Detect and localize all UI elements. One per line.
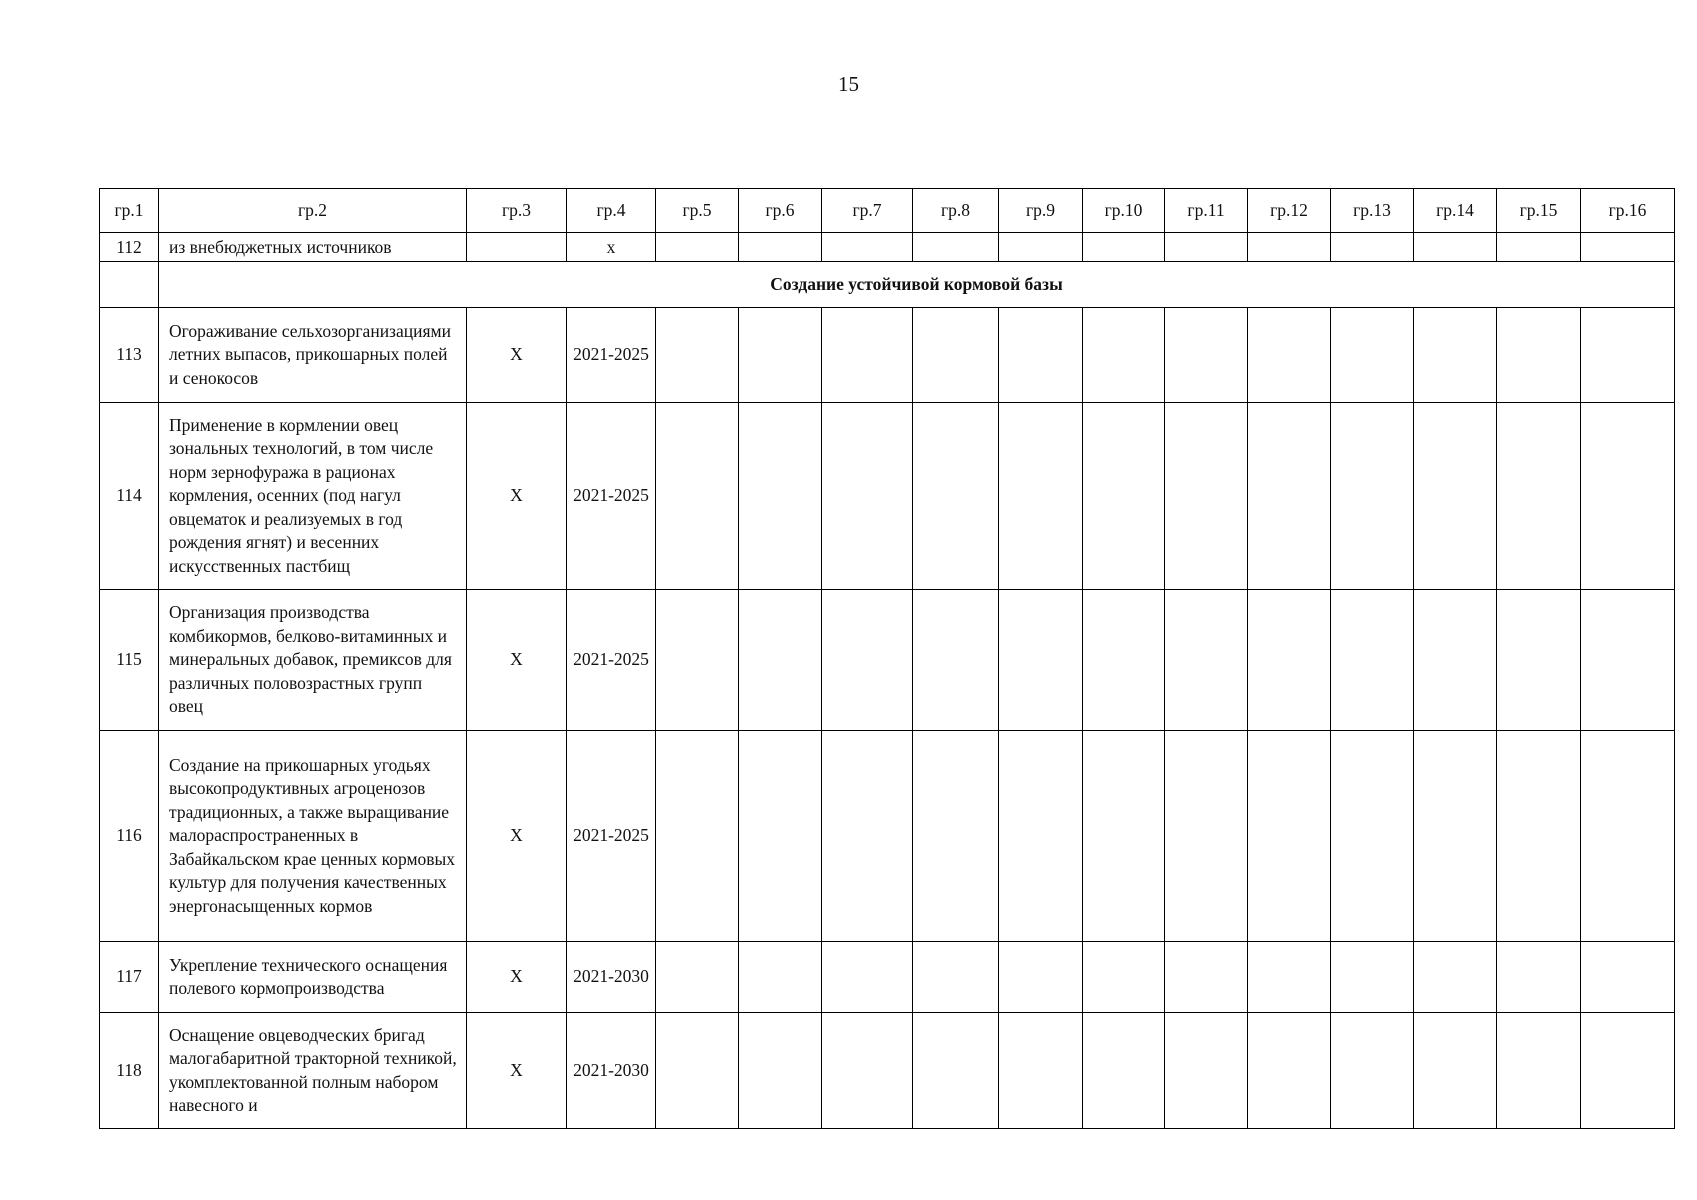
empty-cell — [1083, 308, 1165, 403]
row-col4: 2021-2030 — [567, 1013, 656, 1129]
empty-cell — [1414, 403, 1497, 590]
column-header: гр.16 — [1581, 189, 1675, 233]
empty-cell — [100, 262, 159, 308]
empty-cell — [913, 590, 999, 731]
row-description: Применение в кормлении овец зональных технологий, в том числе норм зернофуража в рационах кормления, осенних (под нагул овцематок и реализуемых в год рождения ягнят) и весенних искусственных пастбищ — [159, 403, 467, 590]
empty-cell — [1165, 403, 1248, 590]
column-header: гр.11 — [1165, 189, 1248, 233]
empty-cell — [1581, 308, 1675, 403]
empty-cell — [656, 233, 739, 262]
empty-cell — [913, 942, 999, 1013]
column-header: гр.10 — [1083, 189, 1165, 233]
table-row — [100, 403, 1675, 590]
empty-cell — [1414, 731, 1497, 942]
empty-cell — [1581, 942, 1675, 1013]
column-header: гр.8 — [913, 189, 999, 233]
empty-cell — [999, 308, 1083, 403]
empty-cell — [1497, 590, 1581, 731]
empty-cell — [1497, 308, 1581, 403]
empty-cell — [1083, 942, 1165, 1013]
section-title: Создание устойчивой кормовой базы — [159, 262, 1675, 308]
empty-cell — [1165, 308, 1248, 403]
empty-cell — [1165, 731, 1248, 942]
empty-cell — [822, 590, 913, 731]
empty-cell — [1248, 403, 1331, 590]
empty-cell — [1248, 590, 1331, 731]
empty-cell — [739, 942, 822, 1013]
row-number: 116 — [100, 731, 159, 942]
row-description: Создание на прикошарных угодьях высокопродуктивных агроценозов традиционных, а также выращивание малораспространенных в Забайкальском крае ценных кормовых культур для получения качественных энергонасыщенных кормов — [159, 731, 467, 942]
column-header: гр.4 — [567, 189, 656, 233]
row-description: Огораживание сельхозорганизациями летних выпасов, прикошарных полей и сенокосов — [159, 308, 467, 403]
empty-cell — [822, 233, 913, 262]
empty-cell — [913, 1013, 999, 1129]
empty-cell — [739, 590, 822, 731]
column-header: гр.15 — [1497, 189, 1581, 233]
empty-cell — [913, 308, 999, 403]
empty-cell — [1497, 942, 1581, 1013]
empty-cell — [1248, 1013, 1331, 1129]
empty-cell — [1414, 308, 1497, 403]
empty-cell — [1414, 942, 1497, 1013]
empty-cell — [739, 731, 822, 942]
row-col3: X — [467, 308, 567, 403]
empty-cell — [1248, 308, 1331, 403]
empty-cell — [1581, 731, 1675, 942]
row-number: 112 — [100, 233, 159, 262]
column-header: гр.12 — [1248, 189, 1331, 233]
empty-cell — [656, 1013, 739, 1129]
empty-cell — [1331, 403, 1414, 590]
column-header: гр.13 — [1331, 189, 1414, 233]
empty-cell — [999, 403, 1083, 590]
empty-cell — [1083, 590, 1165, 731]
row-col4: 2021-2030 — [567, 942, 656, 1013]
row-col3: X — [467, 590, 567, 731]
row-col3: X — [467, 731, 567, 942]
empty-cell — [1248, 942, 1331, 1013]
empty-cell — [1581, 590, 1675, 731]
column-header: гр.7 — [822, 189, 913, 233]
program-table — [99, 188, 1675, 1129]
empty-cell — [1165, 233, 1248, 262]
empty-cell — [822, 403, 913, 590]
empty-cell — [1581, 403, 1675, 590]
empty-cell — [1083, 233, 1165, 262]
column-header: гр.1 — [100, 189, 159, 233]
empty-cell — [1083, 403, 1165, 590]
empty-cell — [1083, 1013, 1165, 1129]
empty-cell — [999, 233, 1083, 262]
empty-cell — [1165, 590, 1248, 731]
row-col3: X — [467, 1013, 567, 1129]
row-col4: x — [567, 233, 656, 262]
table-row — [100, 942, 1675, 1013]
empty-cell — [1331, 590, 1414, 731]
empty-cell — [1331, 233, 1414, 262]
empty-cell — [1414, 233, 1497, 262]
empty-cell — [656, 942, 739, 1013]
table-row — [100, 731, 1675, 942]
empty-cell — [1497, 233, 1581, 262]
empty-cell — [913, 731, 999, 942]
column-header: гр.5 — [656, 189, 739, 233]
row-col3 — [467, 233, 567, 262]
empty-cell — [1497, 731, 1581, 942]
empty-cell — [1083, 731, 1165, 942]
empty-cell — [1497, 403, 1581, 590]
empty-cell — [656, 308, 739, 403]
empty-cell — [739, 403, 822, 590]
column-header: гр.3 — [467, 189, 567, 233]
page-number: 15 — [838, 72, 859, 96]
row-number: 114 — [100, 403, 159, 590]
empty-cell — [1165, 1013, 1248, 1129]
table-row — [100, 590, 1675, 731]
row-number: 118 — [100, 1013, 159, 1129]
empty-cell — [656, 403, 739, 590]
empty-cell — [1331, 731, 1414, 942]
empty-cell — [999, 731, 1083, 942]
empty-cell — [1414, 1013, 1497, 1129]
column-header: гр.2 — [159, 189, 467, 233]
empty-cell — [1248, 233, 1331, 262]
empty-cell — [656, 731, 739, 942]
column-header: гр.9 — [999, 189, 1083, 233]
row-number: 117 — [100, 942, 159, 1013]
empty-cell — [739, 1013, 822, 1129]
row-col4: 2021-2025 — [567, 403, 656, 590]
empty-cell — [822, 942, 913, 1013]
empty-cell — [913, 403, 999, 590]
table-row — [100, 233, 1675, 262]
empty-cell — [739, 308, 822, 403]
column-header: гр.14 — [1414, 189, 1497, 233]
row-description: Организация производства комбикормов, белково-витаминных и минеральных добавок, премиксов для различных половозрастных групп овец — [159, 590, 467, 731]
row-col4: 2021-2025 — [567, 731, 656, 942]
empty-cell — [822, 1013, 913, 1129]
column-header: гр.6 — [739, 189, 822, 233]
row-col4: 2021-2025 — [567, 590, 656, 731]
empty-cell — [822, 308, 913, 403]
empty-cell — [999, 590, 1083, 731]
empty-cell — [739, 233, 822, 262]
table-row — [100, 1013, 1675, 1129]
table-row — [100, 308, 1675, 403]
empty-cell — [1414, 590, 1497, 731]
empty-cell — [1581, 1013, 1675, 1129]
empty-cell — [913, 233, 999, 262]
table-header-row — [100, 189, 1675, 233]
empty-cell — [1581, 233, 1675, 262]
row-col3: X — [467, 942, 567, 1013]
empty-cell — [656, 590, 739, 731]
row-number: 115 — [100, 590, 159, 731]
empty-cell — [1248, 731, 1331, 942]
row-col4: 2021-2025 — [567, 308, 656, 403]
empty-cell — [1497, 1013, 1581, 1129]
row-col3: X — [467, 403, 567, 590]
row-description: из внебюджетных источников — [159, 233, 467, 262]
empty-cell — [1331, 942, 1414, 1013]
empty-cell — [822, 731, 913, 942]
row-number: 113 — [100, 308, 159, 403]
section-row — [100, 262, 1675, 308]
empty-cell — [1331, 1013, 1414, 1129]
empty-cell — [999, 1013, 1083, 1129]
row-description: Оснащение овцеводческих бригад малогабаритной тракторной техникой, укомплектованной полным набором навесного и — [159, 1013, 467, 1129]
empty-cell — [999, 942, 1083, 1013]
row-description: Укрепление технического оснащения полевого кормопроизводства — [159, 942, 467, 1013]
empty-cell — [1165, 942, 1248, 1013]
empty-cell — [1331, 308, 1414, 403]
